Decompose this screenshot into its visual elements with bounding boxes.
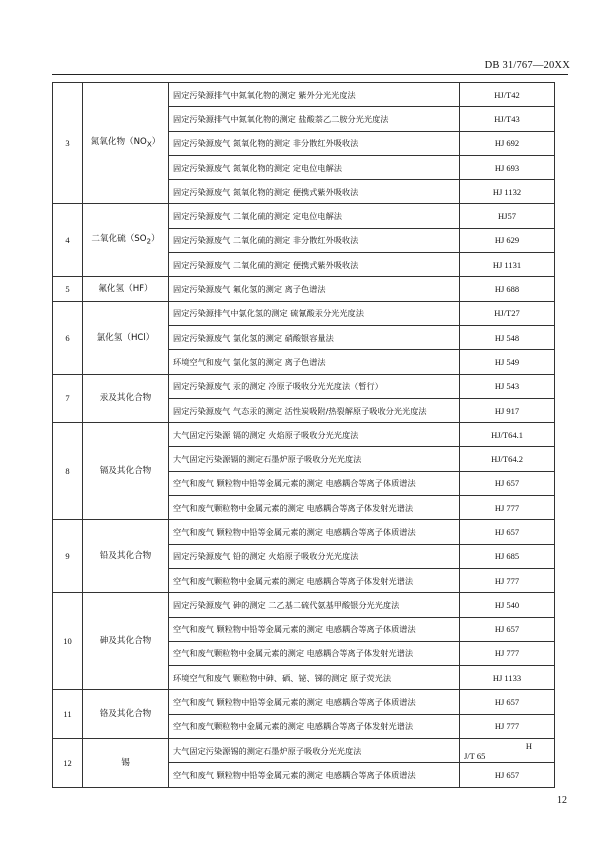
method-name: 空气和废气 颗粒物中铅等金属元素的测定 电感耦合等离子体质谱法	[169, 690, 460, 714]
pollutant-name: 锡	[83, 739, 169, 788]
method-name: 空气和废气 颗粒物中铅等金属元素的测定 电感耦合等离子体质谱法	[169, 763, 460, 787]
standard-code: HJ 657	[460, 471, 555, 495]
pollutant-name: 铅及其化合物	[83, 520, 169, 593]
method-name: 固定污染源排气中氯化氢的测定 硫氰酸汞分光光度法	[169, 301, 460, 325]
standard-code	[460, 739, 555, 763]
standard-code: HJ 1132	[460, 180, 555, 204]
standard-code: HJ/T64.1	[460, 423, 555, 447]
header-rule	[52, 74, 568, 75]
standard-code: HJ57	[460, 204, 555, 228]
method-name: 空气和废气颗粒物中金属元素的测定 电感耦合等离子体发射光谱法	[169, 496, 460, 520]
item-number: 12	[53, 739, 83, 788]
method-name: 固定污染源废气 二氧化硫的测定 定电位电解法	[169, 204, 460, 228]
table-row	[53, 690, 555, 714]
method-name: 固定污染源废气 二氧化硫的测定 非分散红外吸收法	[169, 228, 460, 252]
standard-code: HJ/T42	[460, 83, 555, 107]
method-name: 空气和废气颗粒物中金属元素的测定 电感耦合等离子体发射光谱法	[169, 641, 460, 665]
pollutant-name: 铬及其化合物	[83, 690, 169, 739]
standard-code: HJ 777	[460, 568, 555, 592]
standard-code: HJ 777	[460, 714, 555, 738]
item-number: 3	[53, 83, 83, 204]
pollutant-name: 氟化氢（HF）	[83, 277, 169, 301]
pollutant-name: 氯化氢（HCl）	[83, 301, 169, 374]
method-name: 固定污染源排气中氮氧化物的测定 紫外分光光度法	[169, 83, 460, 107]
method-name: 空气和废气颗粒物中金属元素的测定 电感耦合等离子体发射光谱法	[169, 568, 460, 592]
item-number: 11	[53, 690, 83, 739]
item-number: 4	[53, 204, 83, 277]
method-name: 固定污染源废气 铅的测定 火焰原子吸收分光光度法	[169, 544, 460, 568]
table-row	[53, 520, 555, 544]
standard-code: HJ 685	[460, 544, 555, 568]
table-row	[53, 277, 555, 301]
standard-code: HJ 917	[460, 398, 555, 422]
item-number: 6	[53, 301, 83, 374]
method-name: 固定污染源废气 砷的测定 二乙基二硫代氨基甲酸银分光光度法	[169, 593, 460, 617]
method-name: 空气和废气 颗粒物中铅等金属元素的测定 电感耦合等离子体质谱法	[169, 617, 460, 641]
method-name: 大气固定污染源 镉的测定 火焰原子吸收分光光度法	[169, 423, 460, 447]
standard-code: HJ/T43	[460, 107, 555, 131]
table-row	[53, 593, 555, 617]
table-row	[53, 423, 555, 447]
method-name: 固定污染源废气 气态汞的测定 活性炭吸附/热裂解原子吸收分光光度法	[169, 398, 460, 422]
standard-code: HJ 657	[460, 763, 555, 787]
standard-code-part: H	[525, 741, 532, 752]
standard-code: HJ 693	[460, 155, 555, 179]
item-number: 8	[53, 423, 83, 520]
table-row	[53, 739, 555, 763]
item-number: 10	[53, 593, 83, 690]
standard-code: HJ 657	[460, 617, 555, 641]
method-name: 固定污染源废气 氟化氢的测定 离子色谱法	[169, 277, 460, 301]
pollutant-name: 氮氧化物$(NO_X)$	[83, 83, 169, 204]
method-name: 环境空气和废气 颗粒物中砷、硒、铋、锑的测定 原子荧光法	[169, 666, 460, 690]
table-row	[53, 204, 555, 228]
standard-code-part: J/T 65	[464, 751, 486, 762]
table-row	[53, 374, 555, 398]
method-name: 固定污染源废气 汞的测定 冷原子吸收分光光度法（暂行）	[169, 374, 460, 398]
pollutant-name: 砷及其化合物	[83, 593, 169, 690]
item-number: 5	[53, 277, 83, 301]
document-code: DB 31/767—20XX	[484, 60, 570, 71]
method-name: 大气固定污染源镉的测定石墨炉原子吸收分光光度法	[169, 447, 460, 471]
pollutant-name: 镉及其化合物	[83, 423, 169, 520]
standard-code: HJ 629	[460, 228, 555, 252]
method-name: 固定污染源废气 氮氧化物的测定 便携式紫外吸收法	[169, 180, 460, 204]
standard-code: HJ 688	[460, 277, 555, 301]
standard-code: HJ 692	[460, 131, 555, 155]
standard-code: HJ 548	[460, 325, 555, 349]
method-name: 空气和废气颗粒物中金属元素的测定 电感耦合等离子体发射光谱法	[169, 714, 460, 738]
standard-code: HJ/T27	[460, 301, 555, 325]
pollutant-name: 汞及其化合物	[83, 374, 169, 423]
method-name: 固定污染源废气 氮氧化物的测定 定电位电解法	[169, 155, 460, 179]
test-method-table	[52, 82, 555, 788]
standard-code: HJ 777	[460, 496, 555, 520]
method-name: 固定污染源废气 氯化氢的测定 硝酸银容量法	[169, 325, 460, 349]
item-number: 7	[53, 374, 83, 423]
standard-code: HJ 540	[460, 593, 555, 617]
standard-code: HJ 657	[460, 520, 555, 544]
method-name: 空气和废气 颗粒物中铅等金属元素的测定 电感耦合等离子体质谱法	[169, 471, 460, 495]
pollutant-name: 二氧化硫$(SO_2)$	[83, 204, 169, 277]
standard-code: HJ 549	[460, 350, 555, 374]
method-name: 固定污染源废气 氮氧化物的测定 非分散红外吸收法	[169, 131, 460, 155]
standard-code: HJ/T64.2	[460, 447, 555, 471]
method-name: 空气和废气 颗粒物中铅等金属元素的测定 电感耦合等离子体质谱法	[169, 520, 460, 544]
item-number: 9	[53, 520, 83, 593]
standard-code: HJ 1133	[460, 666, 555, 690]
standard-code: HJ 1131	[460, 253, 555, 277]
table-row	[53, 83, 555, 107]
standard-code: HJ 543	[460, 374, 555, 398]
method-name: 固定污染源排气中氮氧化物的测定 盐酸萘乙二胺分光光度法	[169, 107, 460, 131]
method-name: 固定污染源废气 二氧化硫的测定 便携式紫外吸收法	[169, 253, 460, 277]
standard-code: HJ 657	[460, 690, 555, 714]
method-name: 大气固定污染源锡的测定石墨炉原子吸收分光光度法	[169, 739, 460, 763]
page-number: 12	[557, 795, 567, 806]
table-row	[53, 301, 555, 325]
standard-code: HJ 777	[460, 641, 555, 665]
method-name: 环境空气和废气 氯化氢的测定 离子色谱法	[169, 350, 460, 374]
